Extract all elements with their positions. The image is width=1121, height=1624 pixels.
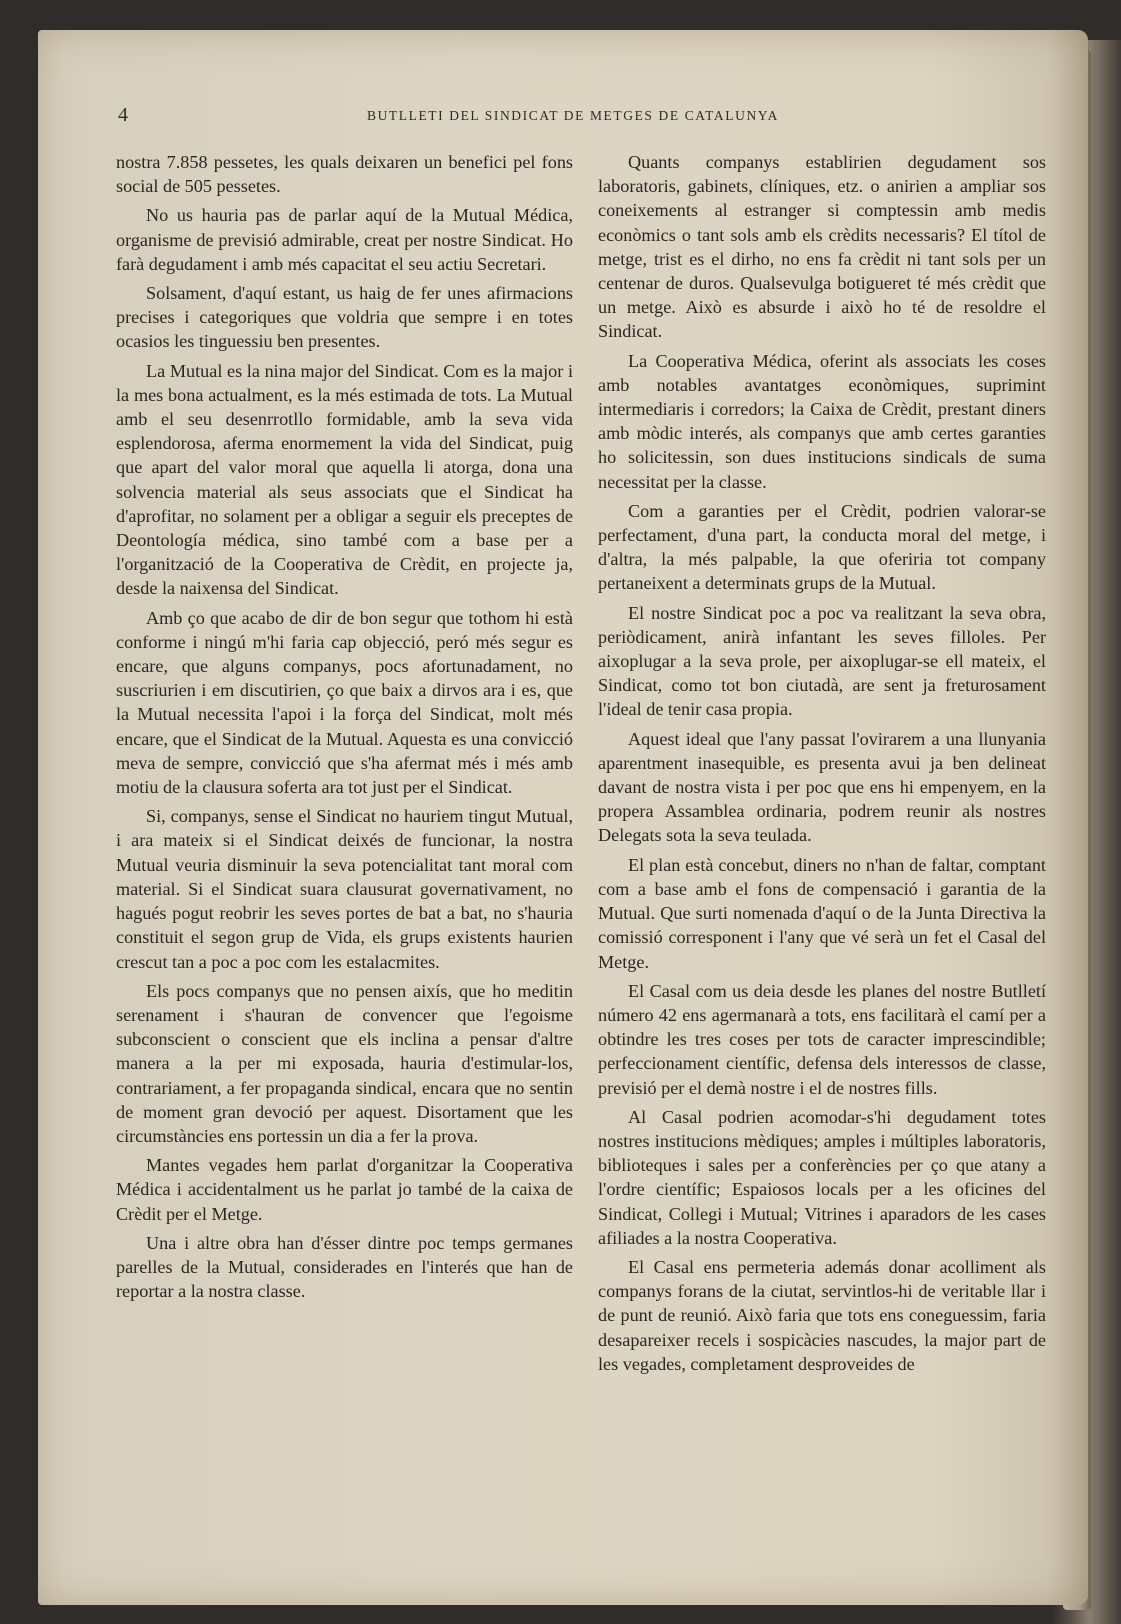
- paragraph: Solsament, d'aquí estant, us haig de fer unes afirmacions precises i categoriques que voldria que sempre i en totes ocasios les tinguessiu ben presentes.: [116, 283, 573, 352]
- paragraph: No us hauria pas de parlar aquí de la Mutual Médica, organisme de previsió admirable, creat per nostre Sindicat. Ho farà degudament i amb més capacitat el seu actiu Secretari.: [116, 205, 573, 274]
- paragraph: La Mutual es la nina major del Sindicat. Com es la major i la mes bona actualment, es la més estimada de tots. La Mutual amb el seu desenrrotllo formidable, amb la seva vida esplendorosa, aferma enormement la vida del Sindicat, puig que apart del valor moral que aquella li atorga, dona una solvencia material als seus associats que el Sindicat ha d'aprofitar, no solament per a obligar a seguir els preceptes de Deontología médica, sino també com a base per a l'organització de la Cooperativa de Crèdit, en projecte ja, desde la naixensa del Sindicat.: [116, 360, 573, 599]
- paragraph: El plan està concebut, diners no n'han de faltar, comptant com a base amb el fons de compensació i garantia de la Mutual. Que surti nomenada d'aquí o de la Junta Directiva la comissió corresponent i l'any que vé serà un fet el Casal del Metge.: [598, 854, 1046, 972]
- page-number: 4: [118, 104, 128, 126]
- paragraph: Quants companys establirien degudament sos laboratoris, gabinets, clíniques, etz. o anirien a ampliar sos coneixements al estranger si comptessin amb medis econòmics o tant sols amb els crèdits necessaris? El títol de metge, trist es el dirho, no ens fa crèdit ni tant sols per un centenar de duros. Qualsevulga botigueret té més crèdit que un metge. Això es absurde i això ho té de resoldre el Sindicat.: [598, 152, 1046, 342]
- paragraph: El nostre Sindicat poc a poc va realitzant la seva obra, periòdicament, anirà infantant les seves filloles. Per aixoplugar a la seva prole, per aixoplugar-se ell mateix, el Sindicat, como tot bon ciutadà, are sent ja freturosament l'ideal de tenir casa propia.: [598, 602, 1046, 720]
- page-header: [118, 100, 998, 134]
- paragraph: nostra 7.858 pessetes, les quals deixaren un benefici pel fons social de 505 pessetes.: [116, 152, 573, 197]
- paragraph: El Casal com us deia desde les planes del nostre Butlletí número 42 ens agermanarà a tots, ens facilitarà el camí per a obtindre les tres coses per tots de caracter imprescindible; perfeccionament científic, defensa dels interessos de classe, previsió per el demà nostre i el de nostres fills.: [598, 980, 1046, 1098]
- paragraph: Aquest ideal que l'any passat l'ovirarem a una llunyania aparentment inasequible, es presenta avui ja ben delineat davant de nostra vista i per poc que ens hi empenyem, en la propera Assamblea ordinaria, podrem reunir als nostres Delegats sota la seva teulada.: [598, 728, 1046, 846]
- left-column: [116, 150, 573, 1308]
- running-title: BUTLLETI DEL SINDICAT DE METGES DE CATALUNYA: [366, 108, 780, 123]
- paragraph: El Casal ens permeteria además donar acolliment als companys forans de la ciutat, servintlos-hi de veritable llar i de punt de reunió. Això faria que tots ens coneguessim, faria desapareixer recels i sospicàcies nascudes, la major part de les vegades, completament desproveides de: [598, 1256, 1046, 1374]
- right-column: [598, 150, 1046, 1381]
- paragraph: Amb ço que acabo de dir de bon segur que tothom hi està conforme i ningú m'hi faria cap objecció, peró més segur es encare, que alguns companys, pocs afortunadament, no suscriurien i em discutirien, ço que baix a dirvos ara i es, que la Mutual necessita l'apoi i la força del Sindicat, molt més encare, que el Sindicat de la Mutual. Aquesta es una convicció meva de sempre, convicció que s'ha afermat més i més amb motiu de la clausura soferta ara tot just per el Sindicat.: [116, 607, 573, 798]
- paragraph: Com a garanties per el Crèdit, podrien valorar-se perfectament, d'una part, la conducta moral del metge, i d'altra, la més palpable, la que oferiria tot company pertaneixent a determinats grups de la Mutual.: [598, 500, 1046, 594]
- paragraph: Si, companys, sense el Sindicat no hauriem tingut Mutual, i ara mateix si el Sindicat deixés de funcionar, la nostra Mutual veuria disminuir la seva potencialitat tant moral com material. Si el Sindicat suara clausurat governativament, no hagués pogut reobrir les seves portes de bat a bat, no s'hauria constituit el segon grup de Vida, els grups existents haurien crescut tan a poc a poc com les estalacmites.: [116, 806, 573, 972]
- paragraph: Al Casal podrien acomodar-s'hi degudament totes nostres institucions mèdiques; amples i múltiples laboratoris, biblioteques i sales per a conferències per ço que atany a l'ordre científic; Espaiosos locals per a les oficines del Sindicat, Collegi i Mutual; Vitrines i aparadors de les cases afiliades a la nostra Cooperativa.: [598, 1106, 1046, 1248]
- paragraph: Mantes vegades hem parlat d'organitzar la Cooperativa Médica i accidentalment us he parlat jo també de la caixa de Crèdit per el Metge.: [116, 1155, 573, 1224]
- paragraph: Els pocs companys que no pensen aixís, que ho meditin serenament i s'hauran de convencer que l'egoisme subconscient o conscient que els inclina a pensar d'altre manera a la per mi exposada, hauria d'estimular-los, contrariament, a fer propaganda sindical, encara que no sentin de moment gran devoció per aquest. Disortament que les circumstàncies ens portessin un dia a fer la prova.: [116, 980, 573, 1146]
- paragraph: La Cooperativa Médica, oferint als associats les coses amb notables avantatges econòmiques, suprimint intermediaris i corredors; la Caixa de Crèdit, prestant diners amb mòdic interés, als companys que amb certes garanties ho solicitessin, son dues institucions sindicals de suma necessitat per la classe.: [598, 350, 1046, 492]
- paragraph: Una i altre obra han d'ésser dintre poc temps germanes parelles de la Mutual, considerades en l'interés que han de reportar a la nostra classe.: [116, 1232, 573, 1302]
